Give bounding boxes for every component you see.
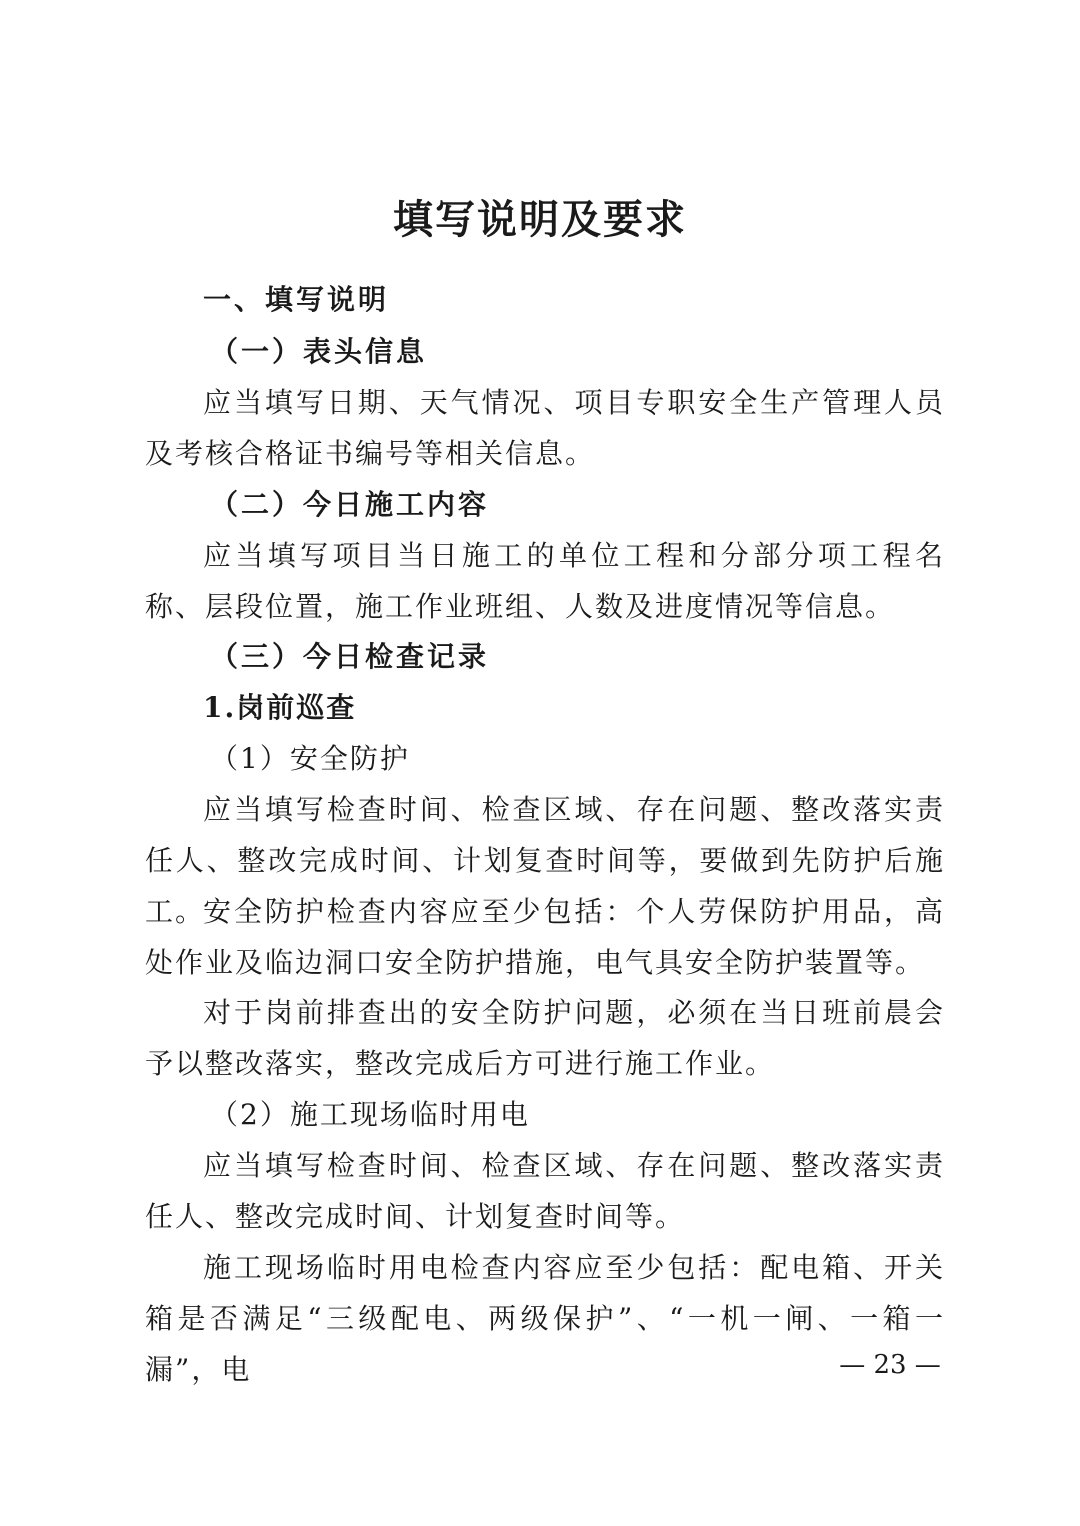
section-heading-filling-instructions: 一、填写说明: [203, 283, 390, 316]
item-heading-pre-shift-patrol: 1.岗前巡查: [203, 691, 357, 724]
paragraph-safety-fill: 应当填写检查时间、检查区域、存在问题、整改落实责任人、整改完成时间、计划复查时间等，要做到先防护后施工。: [145, 793, 945, 928]
paragraph-safety-rectify: 对于岗前排查出的安全防护问题，必须在当日班前晨会予以整改落实，整改完成后方可进行施工作业。: [145, 996, 945, 1080]
page-number: — 23 —: [839, 1350, 941, 1380]
paragraph-today-construction: 应当填写项目当日施工的单位工程和分部分项工程名称、层段位置，施工作业班组、人数及进度情况等信息。: [145, 539, 945, 623]
paragraph-safety-content: 安全防护检查内容应至少包括：个人劳保防护用品，高处作业及临边洞口安全防护措施，电气具安全防护装置等。: [145, 895, 945, 979]
paragraph-header-info: 应当填写日期、天气情况、项目专职安全生产管理人员及考核合格证书编号等相关信息。: [145, 386, 945, 470]
subsection-heading-header-info: （一）表头信息: [210, 335, 428, 368]
page-title: 填写说明及要求: [393, 196, 687, 243]
subsection-heading-today-inspection: （三）今日检查记录: [210, 640, 490, 673]
subsection-heading-today-construction: （二）今日施工内容: [210, 488, 490, 521]
paragraph-electricity-content: 施工现场临时用电检查内容应至少包括：配电箱、开关箱是否满足“三级配电、两级保护”、“一机一闸、一箱一漏”，电: [145, 1251, 945, 1386]
item-heading-safety-protection: （1）安全防护: [210, 742, 410, 775]
paragraph-electricity-fill: 应当填写检查时间、检查区域、存在问题、整改落实责任人、整改完成时间、计划复查时间等。: [145, 1149, 945, 1233]
item-heading-temporary-electricity: （2）施工现场临时用电: [210, 1098, 530, 1131]
